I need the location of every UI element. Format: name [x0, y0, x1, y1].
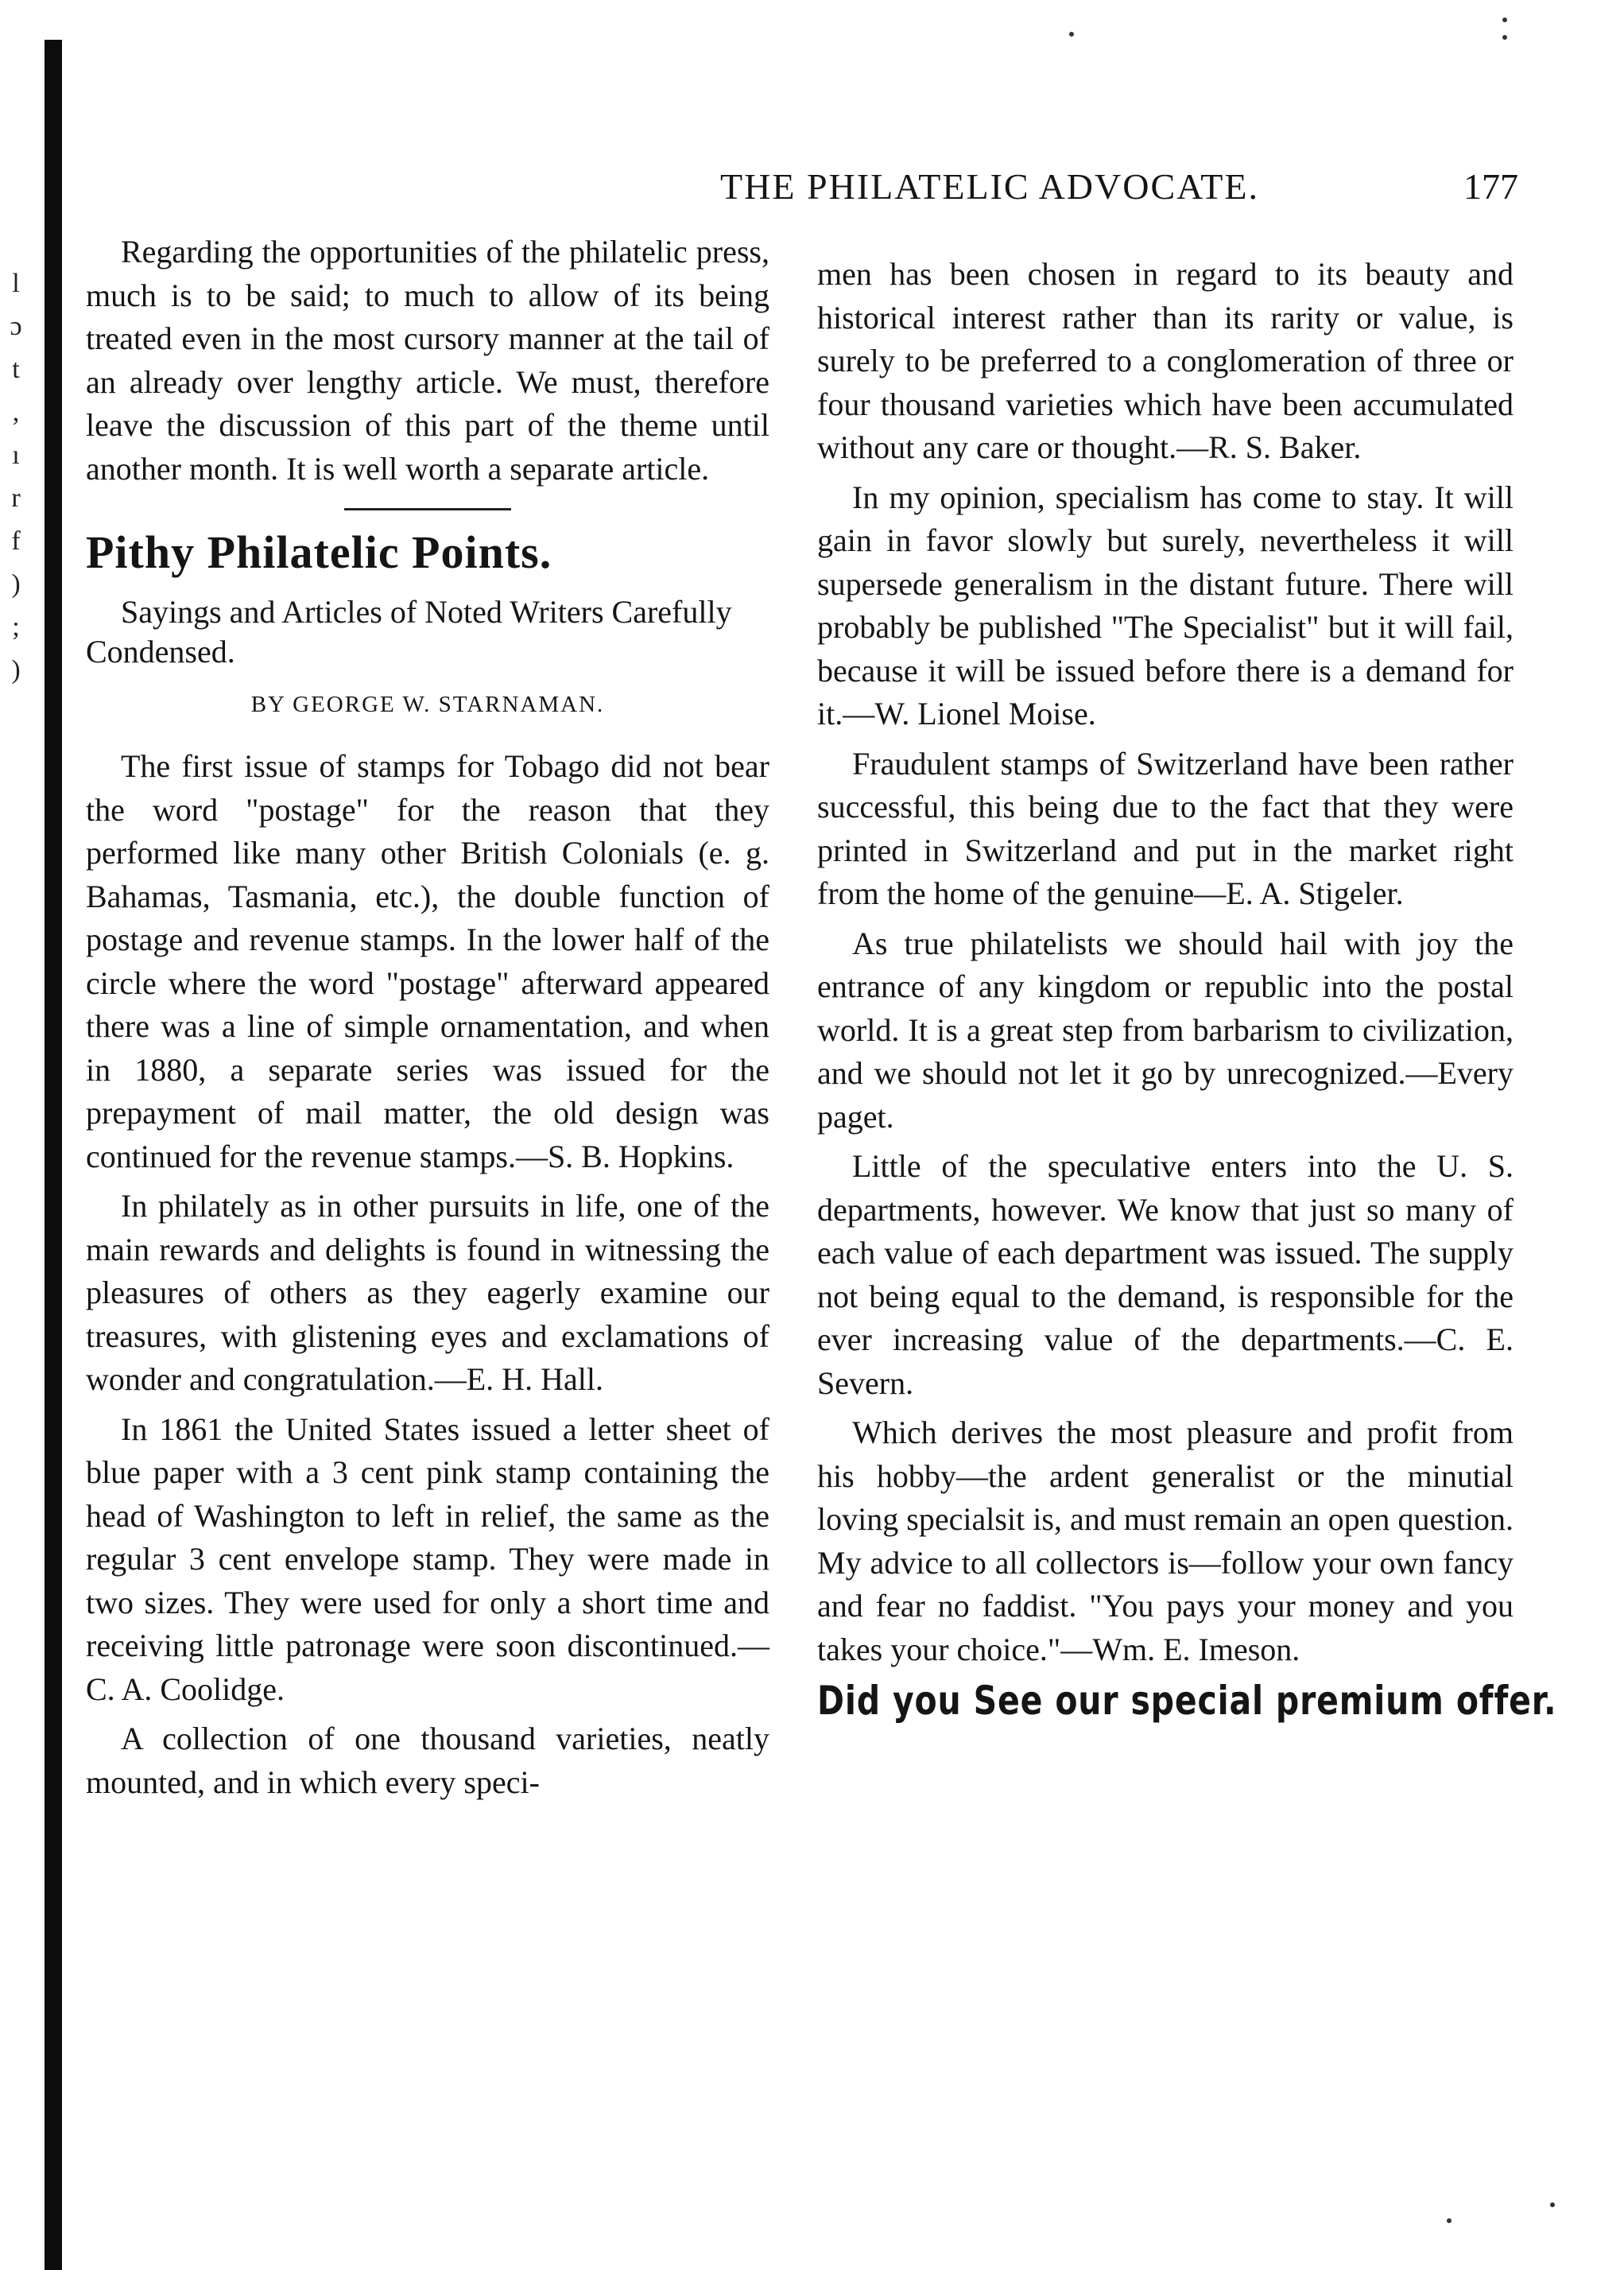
section-subtitle: Sayings and Articles of Noted Writers Carefully Condensed. — [86, 593, 732, 669]
article-paragraph: In 1861 the United States issued a letter sheet of blue paper with a 3 cent pink stamp containing the head of Washington to left in relief, the same as the regular 3 cent envelope stamp. They were made in two sizes. They were used for only a short time and receiving little patronage were soon discontinued.—C. A. Coolidge. — [86, 1411, 769, 1707]
left-column — [86, 231, 769, 1810]
margin-mark: r — [11, 483, 21, 513]
right-column — [817, 253, 1557, 1724]
print-speck — [1069, 32, 1074, 37]
article-paragraph: The first issue of stamps for Tobago did not bear the word "postage" for the reason that they performed like many other British Colonials (e. g. Bahamas, Tasmania, etc.), the double function of postage and revenue stamps. In the lower half of the circle where the word "postage" afterward appeared there was a line of simple ornamentation, and when in 1880, a separate series was issued for the prepayment of mail matter, the old design was continued for the revenue stamps.—S. B. Hopkins. — [86, 748, 769, 1174]
article-paragraph: A collection of one thousand varieties, neatly mounted, and in which every speci- — [86, 1721, 769, 1800]
margin-mark: ) — [11, 655, 21, 685]
print-speck — [1447, 2218, 1452, 2223]
margin-mark: ; — [12, 612, 20, 642]
article-paragraph: As true philatelists we should hail with joy the entrance of any kingdom or republic into the postal world. It is a great step from barbarism to civilization, and we should not let it go by unrecognized.—Every paget. — [817, 925, 1514, 1135]
page-number: 177 — [1463, 166, 1518, 207]
margin-marks — [0, 262, 32, 692]
continued-paragraph: men has been chosen in regard to its beauty and historical interest rather than its rarity or value, is surely to be preferred to a conglomeration of three or four thousand varieties which have been accumulated without any care or thought.—R. S. Baker. — [817, 256, 1514, 465]
running-header: THE PHILATELIC ADVOCATE. — [720, 166, 1259, 207]
section-title: Pithy Philatelic Points. — [86, 526, 552, 578]
margin-mark: ɔ — [10, 312, 22, 341]
margin-mark: f — [11, 526, 21, 556]
section-divider — [344, 508, 511, 510]
margin-mark: , — [12, 398, 20, 427]
binding-edge — [45, 40, 62, 2270]
article-paragraph: In my opinion, specialism has come to stay. It will gain in favor slowly but surely, nevertheless it will supersede generalism in the distant future. There will probably be published "The Specialist" but it will fail, because it will be issued before there is a demand for it.—W. Lionel Moise. — [817, 479, 1514, 731]
margin-mark: ı — [12, 440, 20, 470]
article-paragraph: In philately as in other pursuits in life, one of the main rewards and delights is found in witnessing the pleasures of others as they eagerly examine our treasures, with glistening eyes and exclamations of wonder and congratulation.—E. H. Hall. — [86, 1188, 769, 1397]
premium-offer-advertisement: Did you See our special premium offer. — [817, 1678, 1557, 1724]
margin-mark: l — [12, 269, 20, 298]
print-speck — [1502, 35, 1507, 40]
margin-mark: t — [12, 355, 20, 384]
print-speck — [1502, 17, 1507, 22]
article-paragraph: Little of the speculative enters into the U. S. departments, however. We know that just so many of each value of each department was issued. The supply not being equal to the demand, is responsible for the ever increasing value of the departments.—C. E. Severn. — [817, 1148, 1514, 1401]
article-paragraph: Fraudulent stamps of Switzerland have been rather successful, this being due to the fact that they were printed in Switzerland and put in the market right from the home of the genuine—E. A. Stigeler. — [817, 745, 1514, 911]
margin-mark: ) — [11, 569, 21, 599]
print-speck — [1550, 2202, 1555, 2207]
intro-paragraph: Regarding the opportunities of the philatelic press, much is to be said; to much to allow of its being treated even in the most cursory manner at the tail of an already over lengthy article. We must, therefore leave the discussion of this part of the theme until another month. It is well worth a separate article. — [86, 234, 769, 487]
byline: BY GEORGE W. STARNAMAN. — [250, 691, 605, 717]
article-paragraph: Which derives the most pleasure and profit from his hobby—the ardent generalist or the minutial loving specialsit is, and must remain an open question. My advice to all collectors is—follow your own fancy and fear no faddist. "You pays your money and you takes your choice."—Wm. E. Imeson. — [817, 1414, 1514, 1667]
